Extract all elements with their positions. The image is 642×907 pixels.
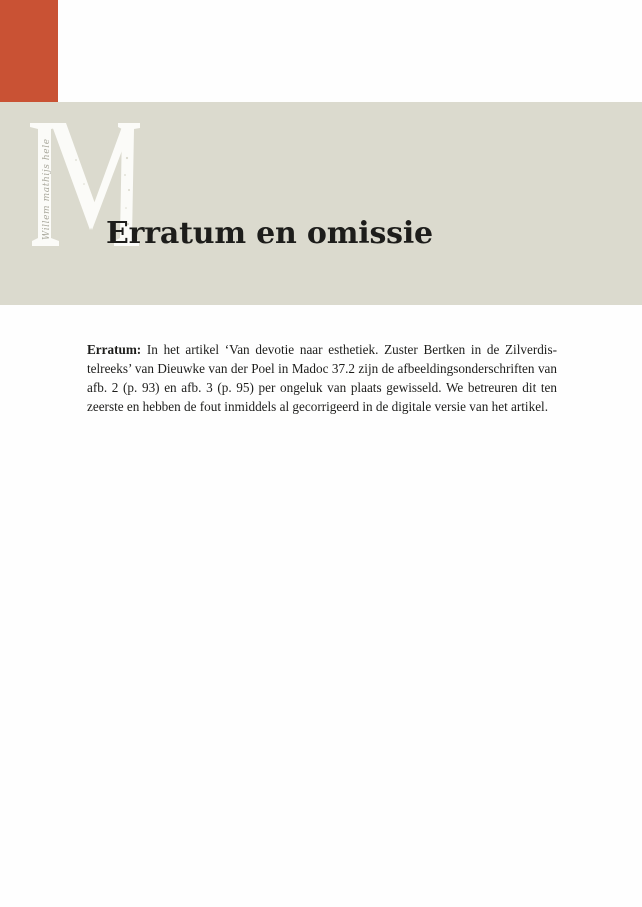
svg-text:Willem mathijs hele: Willem mathijs hele [42, 138, 52, 240]
accent-tab [0, 0, 58, 102]
erratum-paragraph [87, 340, 557, 416]
erratum-label: Erratum: [87, 342, 142, 357]
page-title: Erratum en omissie [106, 216, 433, 251]
svg-text:M: M [26, 120, 28, 121]
erratum-text: In het artikel ‘Van devotie naar esthetiek. Zuster Bertken in de Zilverdistelreeks’ van Dieuwke van der Poel in Madoc 37.2 zijn de afbeeldingsonderschriften van afb. 2 (p. 93) en afb. 3 (p. 95) per ongeluk van plaats gewisseld. We betreuren dit ten zeerste en hebben de fout inmiddels al gecorrigeerd in de digitale versie van het artikel. [87, 342, 558, 414]
